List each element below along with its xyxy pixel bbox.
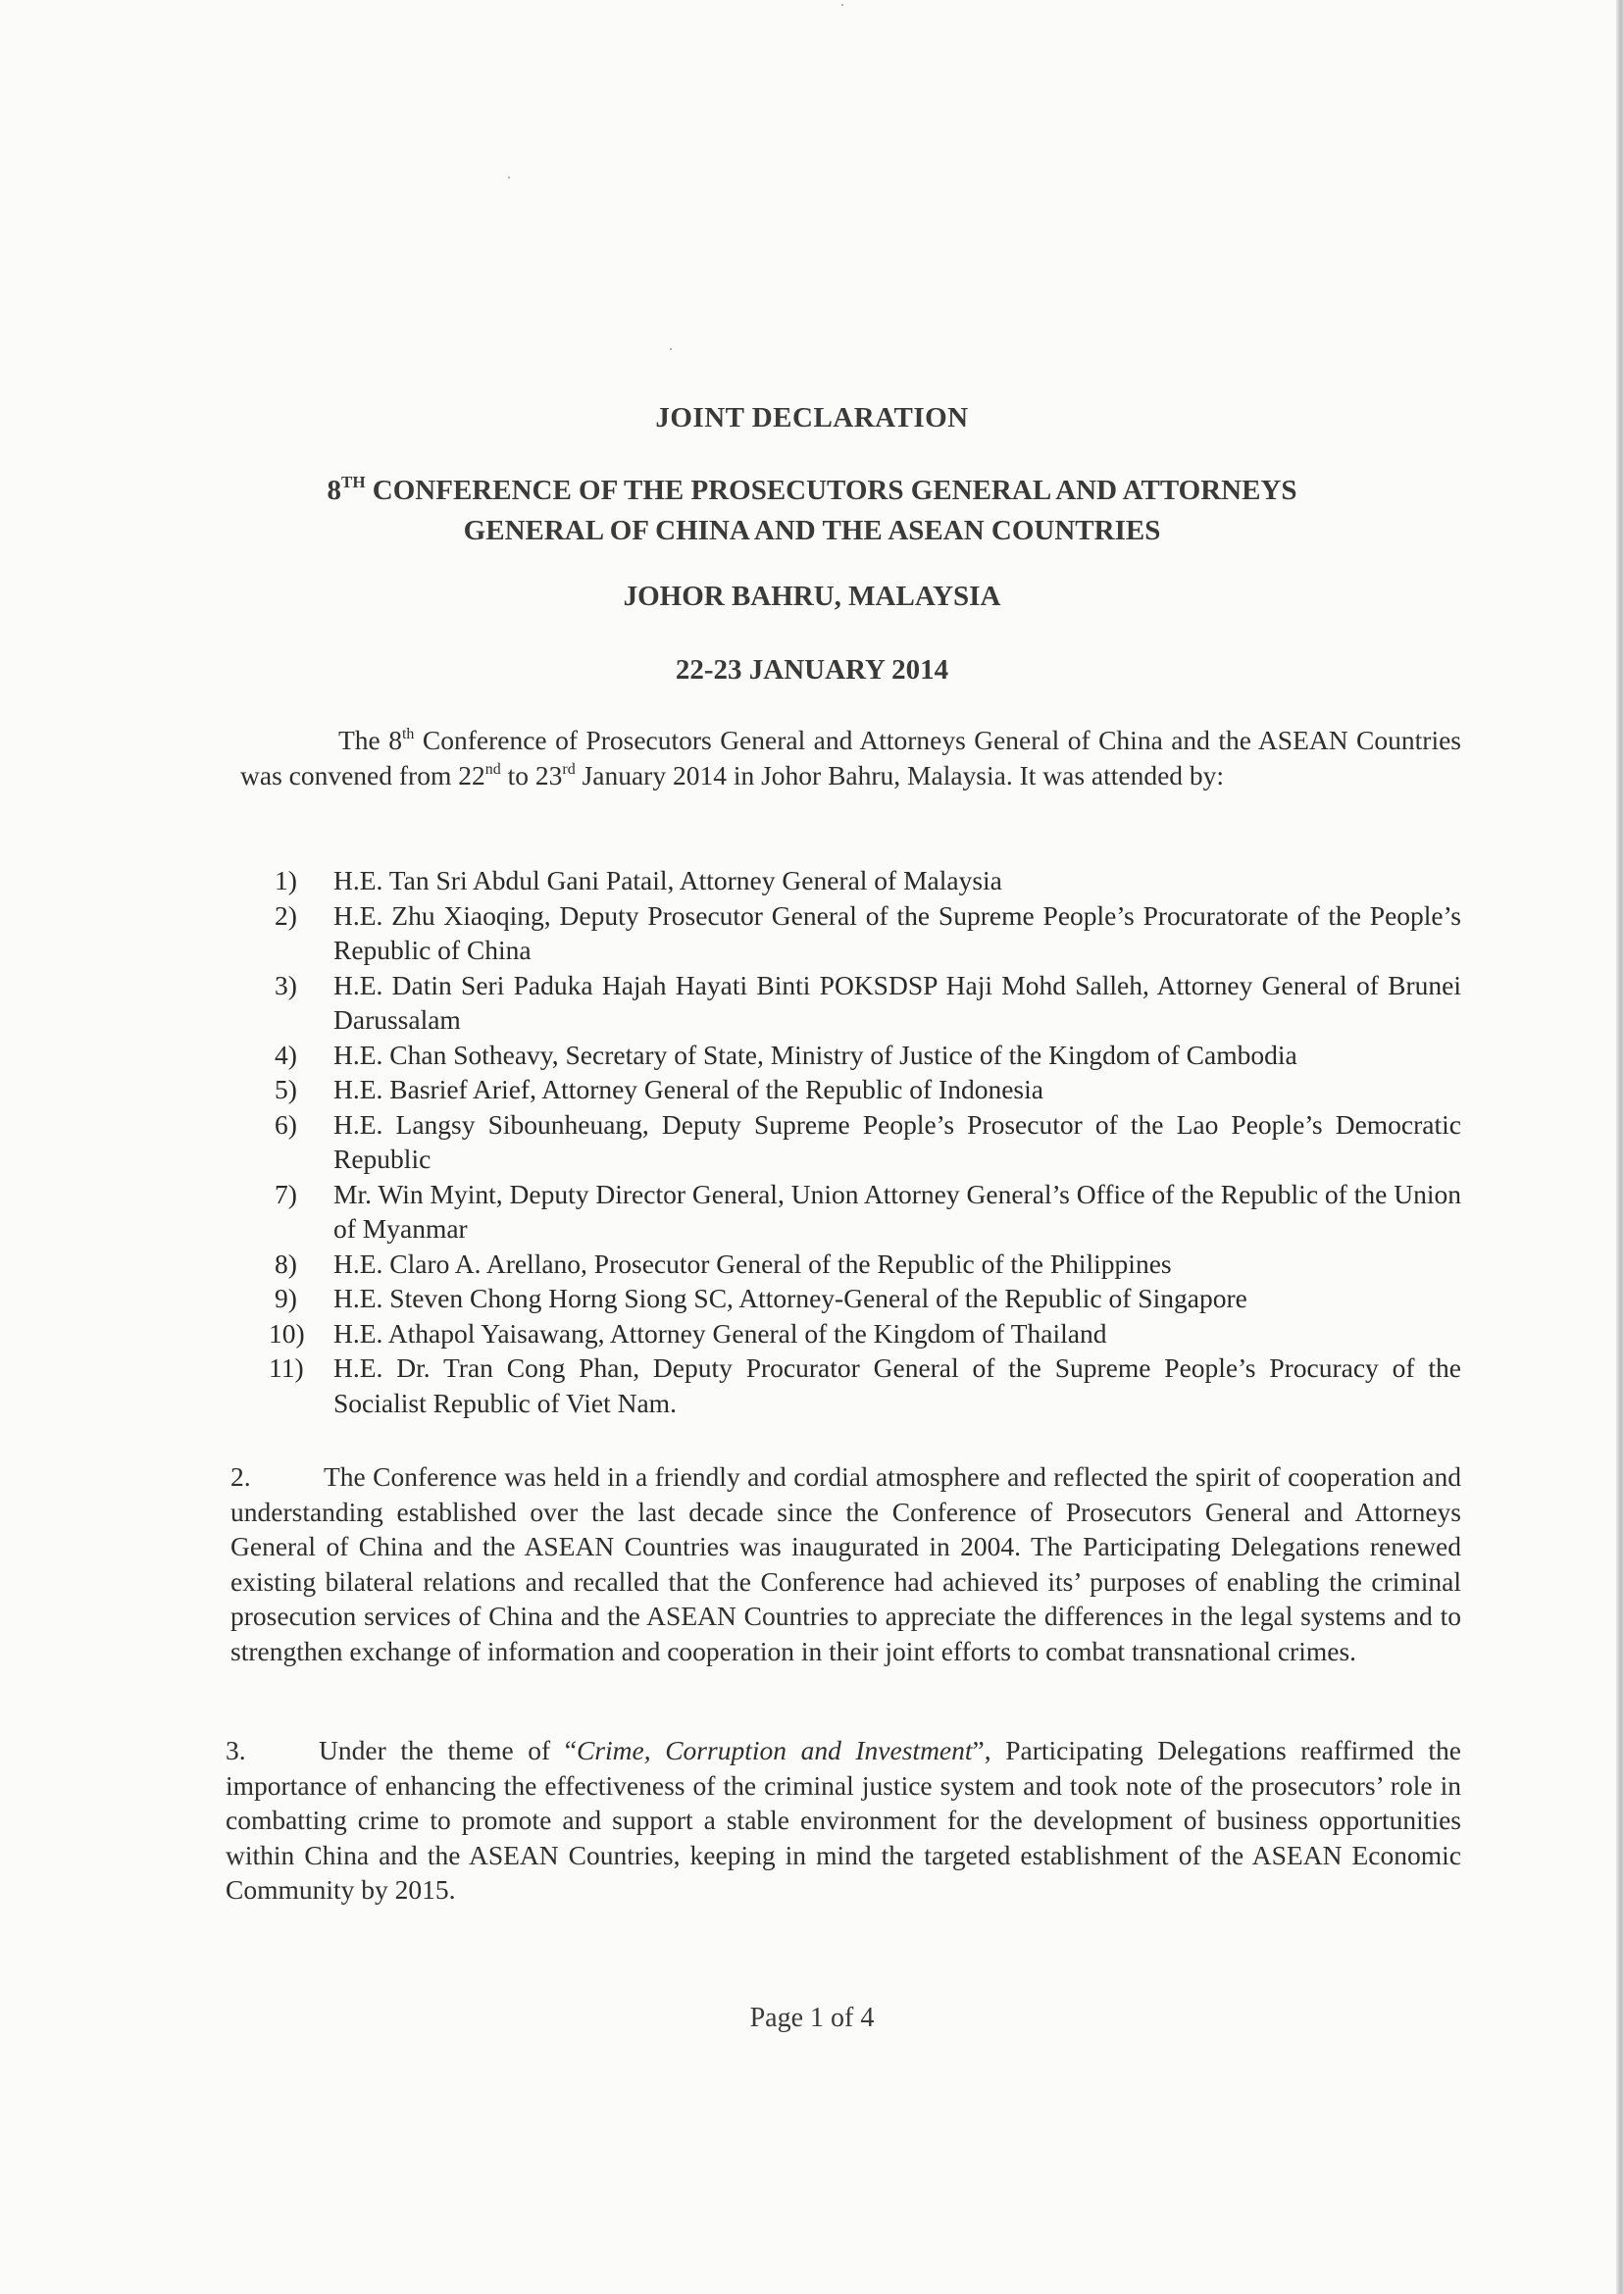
- paragraph-theme: Crime, Corruption and Investment: [576, 1735, 973, 1765]
- list-item-number: 2): [275, 899, 297, 931]
- intro-text-a: The 8: [338, 725, 402, 755]
- list-item-text: H.E. Langsy Sibounheuang, Deputy Supreme People’s Prosecutor of the Lao People’s Democratic Republic: [333, 1108, 1461, 1174]
- list-item-text: H.E. Dr. Tran Cong Phan, Deputy Procurator General of the Supreme People’s Procuracy of the Socialist Republic of Viet Nam.: [333, 1352, 1461, 1418]
- intro-sup-a: th: [401, 726, 415, 742]
- intro-paragraph: [240, 723, 1461, 792]
- intro-text-b: Conference of Prosecutors General and Attorneys General of China and the ASEAN Countries was convened from 22: [240, 725, 1461, 790]
- scan-speck: [841, 4, 843, 6]
- attendee-list: [269, 863, 1461, 1420]
- list-item-number: 8): [275, 1248, 297, 1279]
- conference-line-2: GENERAL OF CHINA AND THE ASEAN COUNTRIES: [463, 515, 1161, 546]
- list-item: [269, 1351, 1461, 1420]
- conference-ordinal-suffix: TH: [340, 473, 366, 491]
- scan-speck: [670, 348, 672, 350]
- list-item-text: H.E. Tan Sri Abdul Gani Patail, Attorney General of Malaysia: [333, 865, 1002, 895]
- intro-text-d: January 2014 in Johor Bahru, Malaysia. It was attended by:: [575, 759, 1225, 790]
- scan-speck: [508, 177, 510, 178]
- list-item-number: 1): [275, 865, 297, 895]
- paragraph-text-pre: Under the theme of “: [319, 1735, 577, 1765]
- list-item: [275, 1281, 1461, 1316]
- list-item: [275, 898, 1461, 968]
- conference-heading: [0, 471, 1624, 551]
- list-item-text: Mr. Win Myint, Deputy Director General, Union Attorney General’s Office of the Republic of the Union of Myanmar: [333, 1178, 1461, 1244]
- list-item-text: H.E. Claro A. Arellano, Prosecutor General of the Republic of the Philippines: [333, 1248, 1172, 1279]
- intro-sup-c: rd: [562, 760, 576, 778]
- list-item-number: 10): [269, 1317, 305, 1349]
- list-item-text: H.E. Zhu Xiaoqing, Deputy Prosecutor General of the Supreme People’s Procuratorate of the People’s Republic of China: [333, 899, 1461, 965]
- list-item-text: H.E. Athapol Yaisawang, Attorney General of the Kingdom of Thailand: [333, 1317, 1107, 1349]
- document-title: JOINT DECLARATION: [655, 402, 969, 433]
- conference-line-1: CONFERENCE OF THE PROSECUTORS GENERAL AND ATTORNEYS: [365, 475, 1297, 506]
- intro-text-c: to 23: [500, 759, 563, 790]
- conference-ordinal: 8: [327, 475, 341, 506]
- list-item-text: H.E. Chan Sotheavy, Secretary of State, Ministry of Justice of the Kingdom of Cambodia: [333, 1039, 1297, 1070]
- list-item: [275, 1072, 1461, 1107]
- paragraph-2: [230, 1459, 1461, 1668]
- list-item: [269, 1316, 1461, 1351]
- list-item-number: 5): [275, 1074, 297, 1104]
- list-item: [275, 1247, 1461, 1282]
- paragraph-number: 3.: [226, 1735, 246, 1765]
- page-number: Page 1 of 4: [749, 2003, 875, 2033]
- list-item-number: 3): [275, 969, 297, 1000]
- conference-date: 22-23 JANUARY 2014: [675, 654, 949, 686]
- scan-edge-shadow: [1616, 0, 1624, 2294]
- list-item-number: 9): [275, 1283, 297, 1313]
- list-item-number: 4): [275, 1039, 297, 1070]
- paragraph-number: 2.: [230, 1461, 251, 1492]
- list-item: [275, 968, 1461, 1038]
- list-item-text: H.E. Steven Chong Horng Siong SC, Attorney-General of the Republic of Singapore: [333, 1283, 1247, 1313]
- list-item: [275, 1177, 1461, 1247]
- list-item: [275, 863, 1461, 898]
- list-item-number: 11): [269, 1352, 304, 1383]
- paragraph-text: The Conference was held in a friendly and cordial atmosphere and reflected the spirit of cooperation and understanding established over the last decade since the Conference of Prosecutors General and Attorneys General of China and the ASEAN Countries was inaugurated in 2004. The Participating Delegations renewed existing bilateral relations and recalled that the Conference had achieved its’ purposes of enabling the criminal prosecution services of China and the ASEAN Countries to appreciate the differences in the legal systems and to strengthen exchange of information and cooperation in their joint efforts to combat transnational crimes.: [230, 1461, 1461, 1666]
- list-item-text: H.E. Basrief Arief, Attorney General of the Republic of Indonesia: [333, 1074, 1043, 1104]
- list-item: [275, 1038, 1461, 1073]
- conference-location: JOHOR BAHRU, MALAYSIA: [623, 581, 1001, 612]
- list-item-text: H.E. Datin Seri Paduka Hajah Hayati Binti POKSDSP Haji Mohd Salleh, Attorney General of Brunei Darussalam: [333, 969, 1461, 1035]
- list-item-number: 6): [275, 1108, 297, 1140]
- paragraph-text-post: ”, Participating Delegations reaffirmed the importance of enhancing the effectiveness of the criminal justice system and took note of the prosecutors’ role in combatting crime to promote and support a stable environment for the development of business opportunities within China and the ASEAN Countries, keeping in mind the targeted establishment of the ASEAN Economic Community by 2015.: [226, 1735, 1461, 1905]
- list-item-number: 7): [275, 1178, 297, 1209]
- list-item: [275, 1107, 1461, 1177]
- paragraph-3: [226, 1733, 1461, 1908]
- intro-sup-b: nd: [484, 760, 501, 778]
